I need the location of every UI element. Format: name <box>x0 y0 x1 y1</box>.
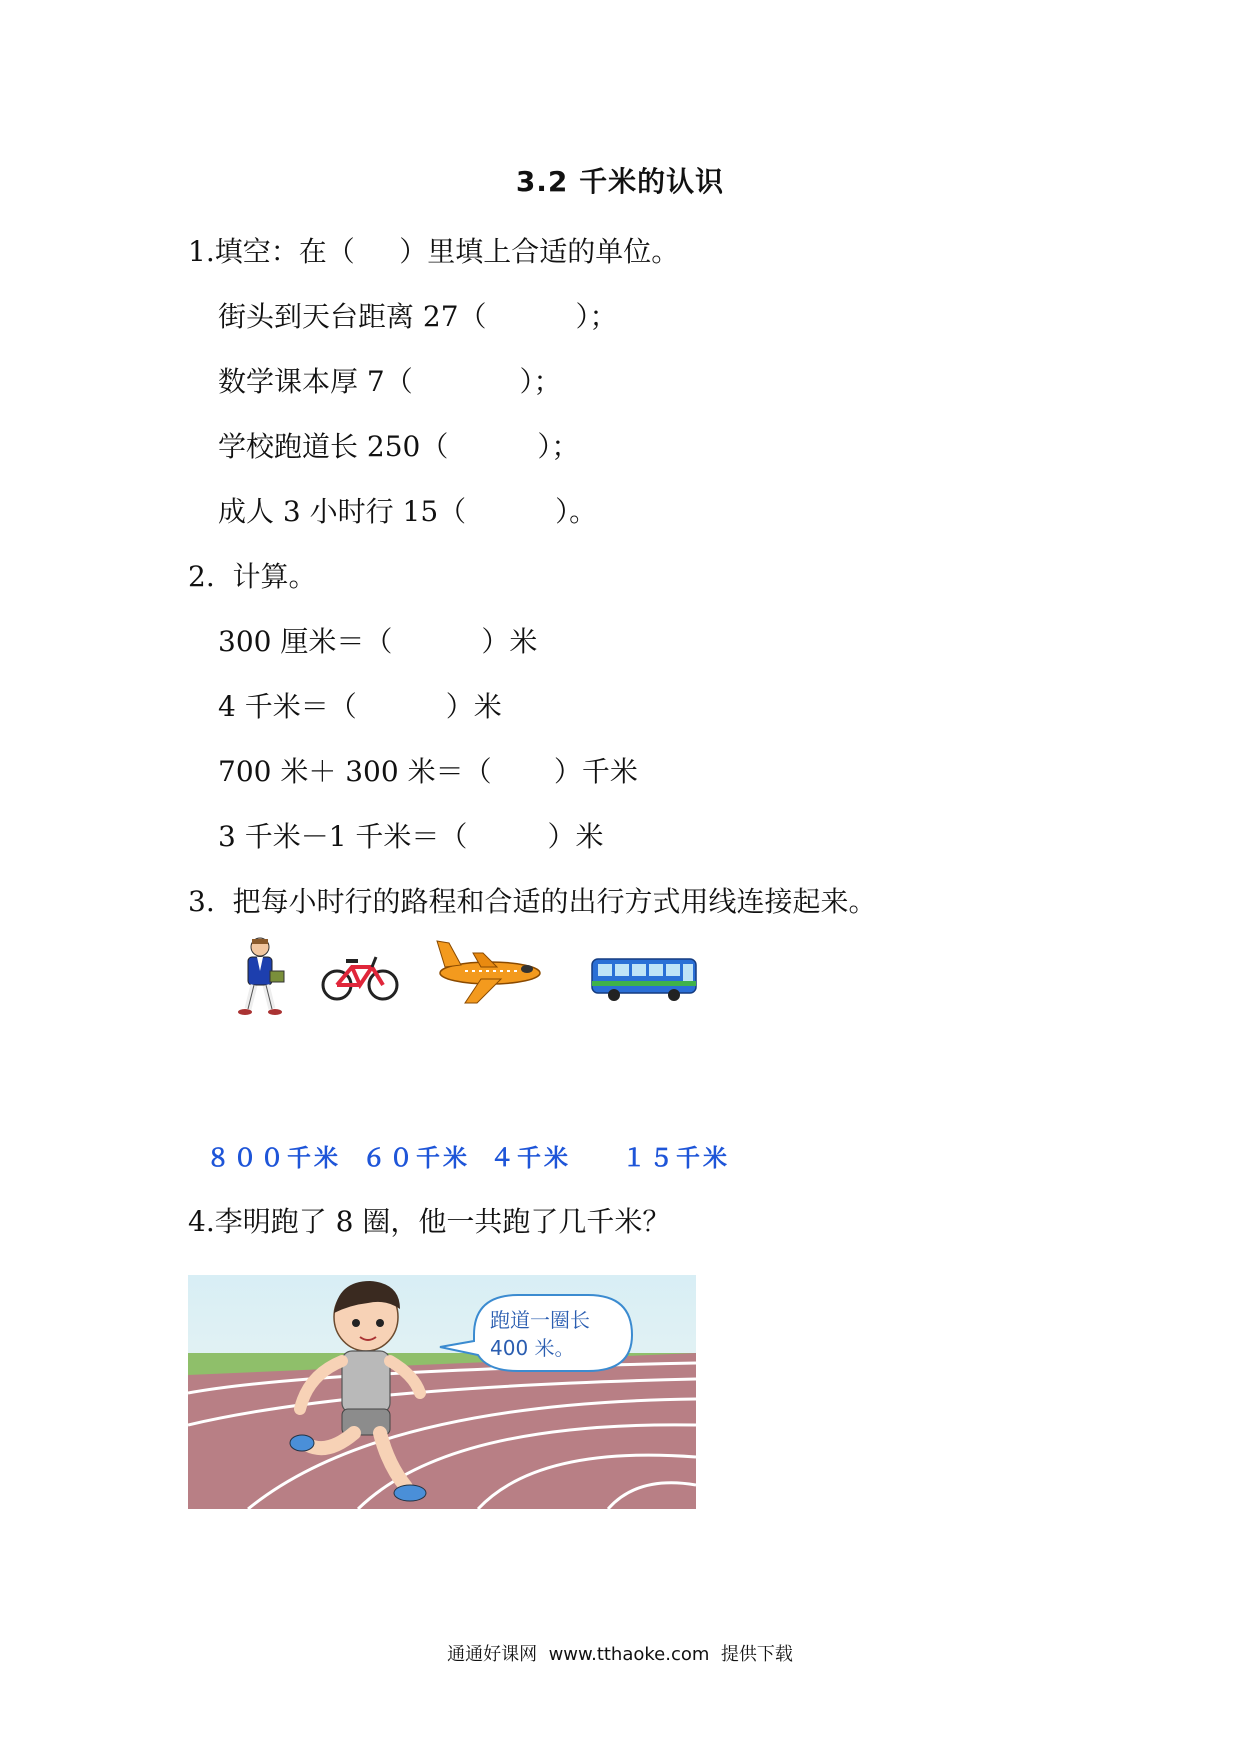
running-boy-scene <box>188 1275 696 1509</box>
question-2-item: 300 厘米＝（ ）米 <box>218 625 538 658</box>
transport-pictures <box>225 935 745 1025</box>
question-1-item: 学校跑道长 250（ ）； <box>218 430 580 463</box>
question-3-heading: 3. 把每小时行的路程和合适的出行方式用线连接起来。 <box>188 885 877 918</box>
question-2-item: 4 千米＝（ ）米 <box>218 690 502 723</box>
bicycle-icon <box>320 953 400 1003</box>
running-track-illustration <box>188 1275 696 1509</box>
question-2-heading: 2. 计算。 <box>188 560 317 593</box>
page-title: 3.2 千米的认识 <box>515 165 725 198</box>
question-2-item: 3 千米－1 千米＝（ ）米 <box>218 820 604 853</box>
walking-man-icon <box>230 935 290 1017</box>
question-1-item: 街头到天台距离 27（ ）； <box>218 300 618 333</box>
airplane-icon <box>435 935 545 1007</box>
distance-label: １５千米 <box>622 1144 730 1172</box>
bus-icon <box>590 955 700 1003</box>
question-1-item: 数学课本厚 7（ ）； <box>218 365 562 398</box>
distance-label: ４千米 <box>490 1144 571 1172</box>
question-1-item: 成人 3 小时行 15（ ）。 <box>218 495 598 528</box>
bubble-text-line-2: 400 米。 <box>490 1336 575 1360</box>
question-1-heading: 1.填空：在（ ）里填上合适的单位。 <box>188 235 680 268</box>
bubble-text-line-1: 跑道一圈长 <box>490 1308 590 1332</box>
distance-label: ８００千米 <box>206 1144 341 1172</box>
distance-label: ６０千米 <box>362 1144 470 1172</box>
question-4-heading: 4.李明跑了 8 圈，他一共跑了几千米？ <box>188 1205 671 1238</box>
page-footer: 通通好课网 www.tthaoke.com 提供下载 <box>447 1644 793 1665</box>
question-2-item: 700 米＋ 300 米＝（ ）千米 <box>218 755 638 788</box>
